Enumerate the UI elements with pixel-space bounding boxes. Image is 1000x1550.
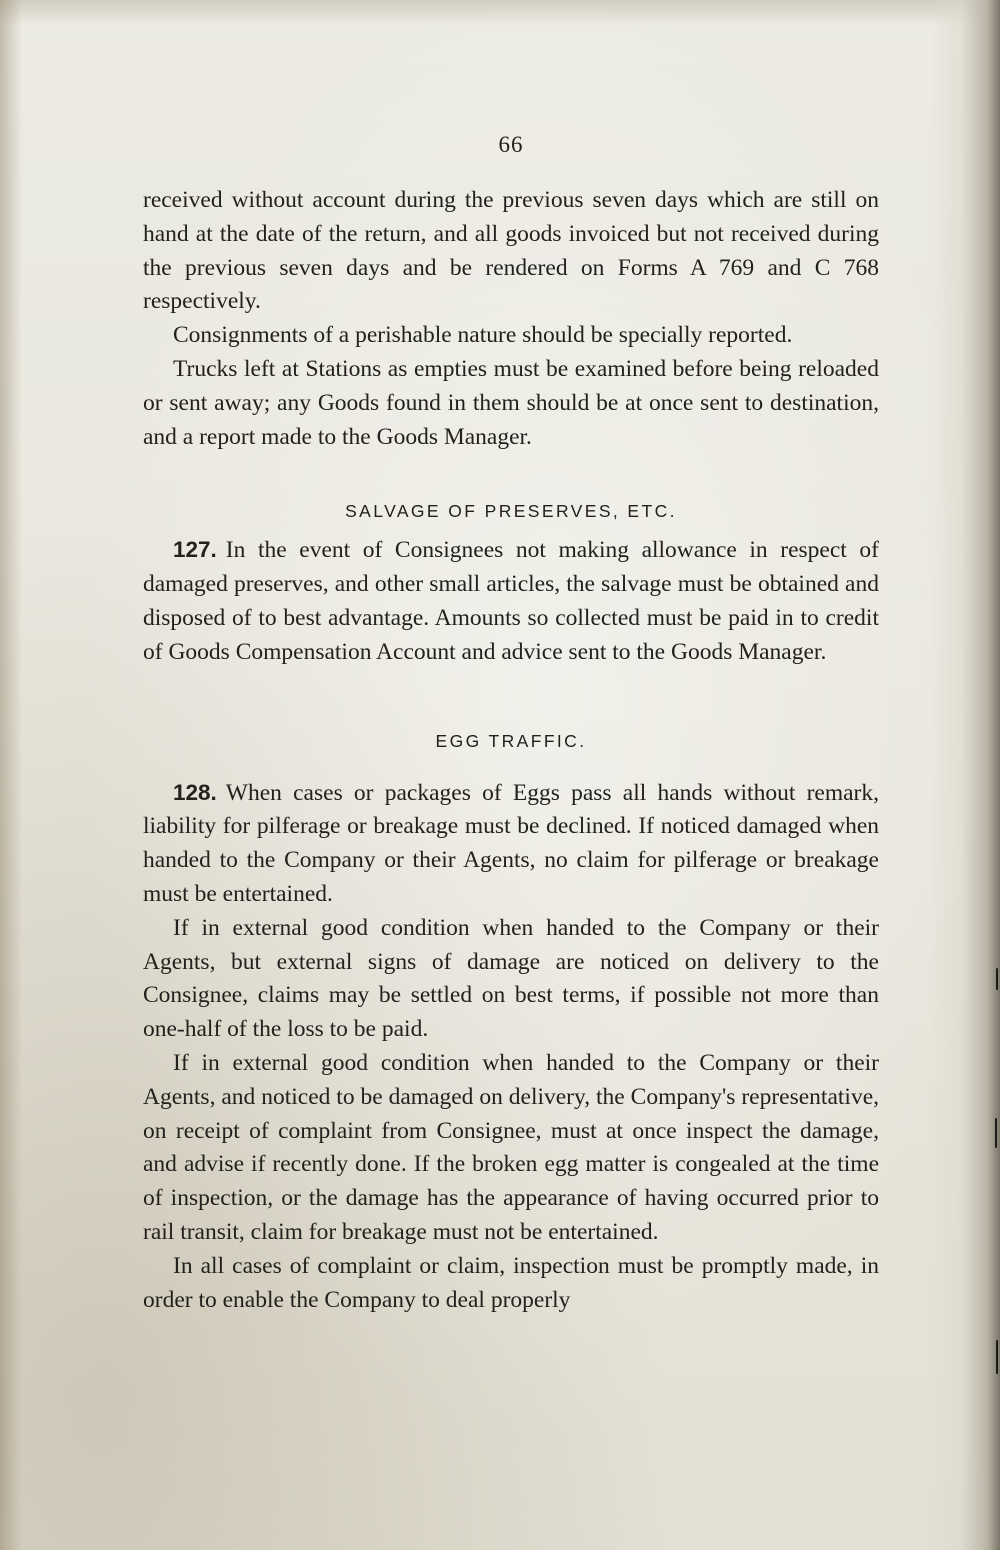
continued-paragraph: received without account during the previous seven days which are still on hand at the date of the return, and all goods invoiced but not received during the previous seven days and be rendered on Forms A 769 and C 768 respectively. bbox=[143, 187, 879, 315]
page-text bbox=[143, 128, 879, 1317]
clause-number-127: 127. bbox=[173, 537, 217, 563]
paragraph-trucks: Trucks left at Stations as empties must be examined before being reloaded or sent away; any Goods found in them should be at once sent to destination, and a report made to the Goods Manager. bbox=[143, 355, 879, 450]
page-top-shadow bbox=[0, 0, 1000, 26]
paragraph-127 bbox=[143, 533, 879, 669]
clause-number-128: 128. bbox=[173, 779, 217, 805]
paragraph-inspection: In all cases of complaint or claim, inspection must be promptly made, in order to enable the Company to deal properly bbox=[143, 1252, 879, 1313]
paragraph-perishable: Consignments of a perishable nature should be specially reported. bbox=[173, 322, 793, 349]
page-binding-edge bbox=[930, 0, 1000, 1550]
paragraph-127-text: In the event of Consignees not making allowance in respect of damaged preserves, and other small articles, the salvage must be obtained and disposed of to best advantage. Amounts so collected must be paid in to credit of Goods Compensation Account and advice sent to the Goods Manager. bbox=[143, 537, 879, 665]
margin-mark bbox=[995, 1118, 997, 1148]
paragraph-external-signs: If in external good condition when handed to the Company or their Agents, but external signs of damage are noticed on delivery to the Consignee, claims may be settled on best terms, if possible not more than one-half of the loss to be paid. bbox=[143, 914, 879, 1043]
page-number: 66 bbox=[498, 132, 524, 157]
paragraph-damaged-on-delivery: If in external good condition when handed to the Company or their Agents, and noticed to be damaged on delivery, the Company's representative, on receipt of complaint from Consignee, must at once inspect the damage, and advise if recently done. If the broken egg matter is congealed at the time of inspection, or the damage has the appearance of having occurred prior to rail transit, claim for breakage must not be entertained. bbox=[143, 1049, 879, 1245]
margin-mark bbox=[996, 968, 998, 990]
margin-mark bbox=[996, 1340, 998, 1374]
section-heading-salvage: SALVAGE OF PRESERVES, ETC. bbox=[345, 501, 677, 522]
paragraph-128 bbox=[143, 776, 879, 912]
paragraph-128-text: When cases or packages of Eggs pass all hands without remark, liability for pilferage or breakage must be declined. If noticed damaged when handed to the Company or their Agents, no claim for pilferage or breakage must be entertained. bbox=[143, 779, 879, 907]
page-left-shadow bbox=[0, 0, 22, 1550]
section-heading-egg-traffic: EGG TRAFFIC. bbox=[435, 730, 587, 751]
